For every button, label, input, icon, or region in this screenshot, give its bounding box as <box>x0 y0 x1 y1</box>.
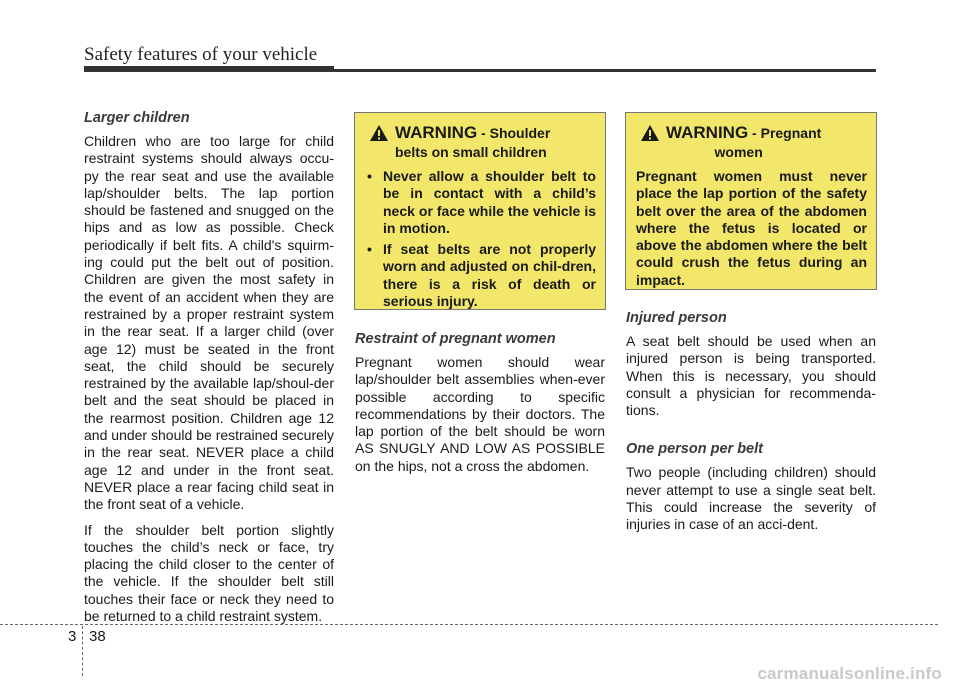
paragraph-one-person-per-belt: Two people (including children) should never attempt to use a single seat belt. This could increase the severity of injuries in case of an acci-dent. <box>626 464 876 533</box>
warning-item-text: Never allow a shoulder belt to be in contact with a child’s neck or face while the vehicle is in motion. <box>383 168 596 236</box>
warning-box-shoulder-belts <box>354 112 606 310</box>
warning-header <box>636 123 867 162</box>
footer-divider <box>82 626 83 676</box>
paragraph-pregnant-women: Pregnant women should wear lap/shoulder belt assemblies when-ever possible according to specific recommendations by their doctors. The lap portion of the belt should be worn AS SNUGLY AND LOW AS POSSIBLE on the hips, not a cross the abdomen. <box>355 354 605 474</box>
warning-subtitle: - Pregnant <box>748 125 822 141</box>
column-injured-person <box>626 310 876 542</box>
warning-subtitle-line2: belts on small children <box>395 144 547 160</box>
paragraph-larger-children-1: Children who are too large for child restraint systems should always occu-py the rear seat and use the available lap/shoulder belts. The lap portion should be fastened and snugged on the hips and as low as possible. Check periodically if belt fits. A child's squirm-ing could put the belt out of position. Children are given the most safety in the event of an accident when they are restrained by a proper restraint system in the rear seat. If a larger child (over age 12) must be seated in the front seat, the child should be securely restrained by the available lap/shoul-der belt and the seat should be placed in the rearmost position. Children age 12 and under should be restrained securely in the rear seat. NEVER place a child age 12 and under in the front seat. NEVER place a rear facing child seat in the front seat of a vehicle. <box>84 133 334 513</box>
warning-body-text: Pregnant women must never place the lap portion of the safety belt over the area of the abdomen where the fetus is located or above the abdomen where the belt could crush the fetus during an impact. <box>636 168 867 288</box>
warning-box-pregnant-women <box>625 112 877 290</box>
page-number: 38 <box>89 628 106 645</box>
section-heading-pregnant-women: Restraint of pregnant women <box>355 331 556 347</box>
warning-bullet-list <box>365 168 596 310</box>
section-heading-one-person-per-belt: One person per belt <box>626 441 763 458</box>
section-heading-injured-person: Injured person <box>626 310 727 326</box>
header-rule-accent <box>84 66 334 72</box>
column-larger-children <box>84 110 334 633</box>
warning-word: WARNING <box>395 123 478 142</box>
list-item: • Never allow a shoulder belt to be in contact with a child’s neck or face while the vehicle is in motion. <box>367 168 596 236</box>
section-heading-larger-children: Larger children <box>84 110 190 126</box>
column-pregnant-women <box>355 331 605 483</box>
warning-title <box>666 123 821 162</box>
watermark: carmanualsonline.info <box>757 664 942 683</box>
warning-header <box>365 123 596 162</box>
list-item: • If seat belts are not properly worn and adjusted on chil-dren, there is a risk of death or serious injury. <box>367 241 596 310</box>
warning-word: WARNING <box>666 123 749 142</box>
warning-title <box>395 123 550 162</box>
paragraph-larger-children-2: If the shoulder belt portion slightly touches the child’s neck or face, try placing the child closer to the center of the vehicle. If the shoulder belt still touches their face or neck they need to be returned to a child restraint system. <box>84 521 334 625</box>
warning-subtitle: - Shoulder <box>477 125 551 141</box>
chapter-number: 3 <box>68 628 77 645</box>
warning-item-text: If seat belts are not properly worn and adjusted on chil-dren, there is a risk of death or serious injury. <box>383 241 596 310</box>
warning-triangle-icon <box>369 124 389 142</box>
footer-rule <box>0 624 938 625</box>
warning-subtitle-line2: women <box>714 144 763 160</box>
warning-triangle-icon <box>640 124 660 142</box>
paragraph-injured-person: A seat belt should be used when an injured person is being transported. When this is necessary, you should consult a physician for recommenda-tions. <box>626 333 876 419</box>
page-header-title: Safety features of your vehicle <box>84 44 318 65</box>
